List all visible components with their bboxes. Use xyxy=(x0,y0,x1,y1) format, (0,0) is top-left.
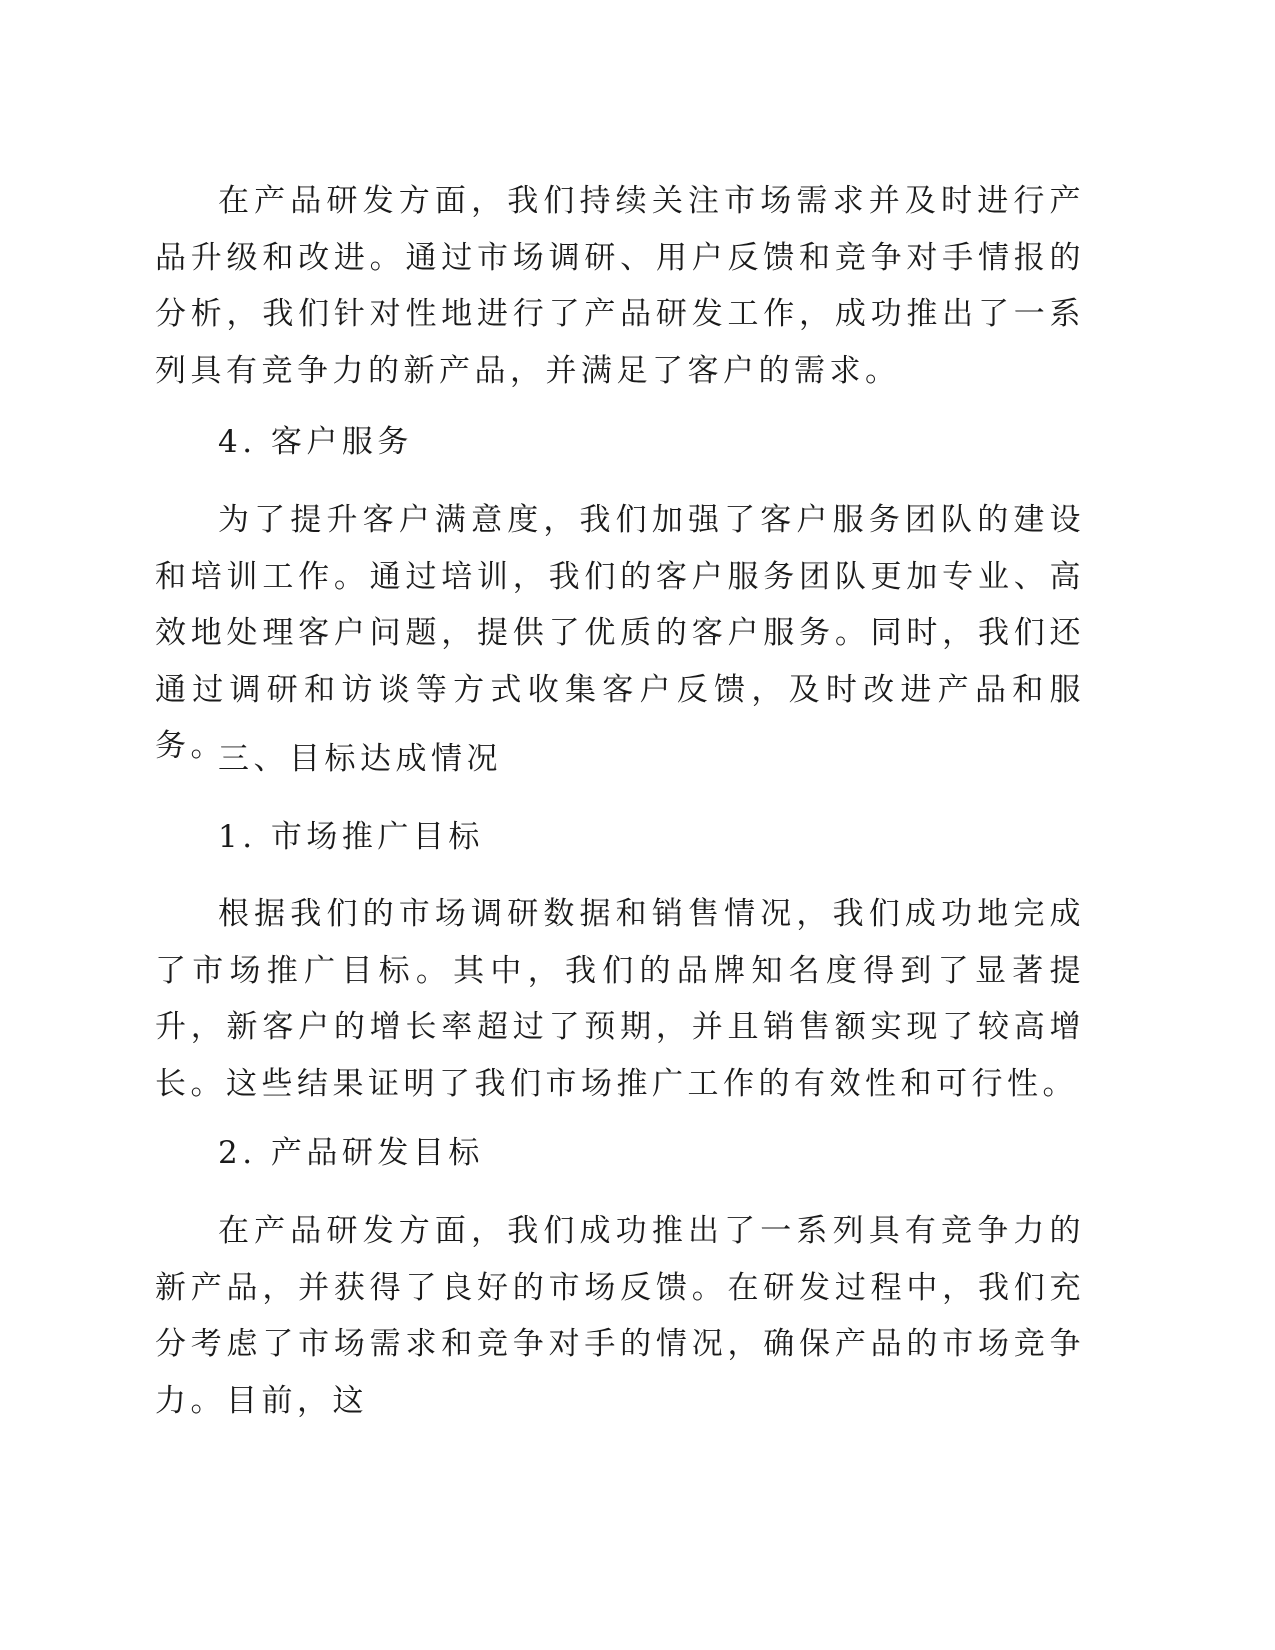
paragraph-product-development: 在产品研发方面，我们持续关注市场需求并及时进行产品升级和改进。通过市场调研、用户反馈和竞争对手情报的分析，我们针对性地进行了产品研发工作，成功推出了一系列具有竞争力的新产品，并满足了客户的需求。 xyxy=(155,183,1085,389)
heading-rd-goal: 2. 产品研发目标 xyxy=(218,1135,484,1171)
paragraph-rd-goal: 在产品研发方面，我们成功推出了一系列具有竞争力的新产品，并获得了良好的市场反馈。在研发过程中，我们充分考虑了市场需求和竞争对手的情况，确保产品的市场竞争力。目前，这 xyxy=(155,1213,1085,1419)
paragraph-marketing-goal: 根据我们的市场调研数据和销售情况，我们成功地完成了市场推广目标。其中，我们的品牌知名度得到了显著提升，新客户的增长率超过了预期，并且销售额实现了较高增长。这些结果证明了我们市场推广工作的有效性和可行性。 xyxy=(155,896,1085,1102)
heading-goal-achievement: 三、目标达成情况 xyxy=(218,741,502,777)
paragraph-customer-service: 为了提升客户满意度，我们加强了客户服务团队的建设和培训工作。通过培训，我们的客户服务团队更加专业、高效地处理客户问题，提供了优质的客户服务。同时，我们还通过调研和访谈等方式收集客户反馈，及时改进产品和服务。 xyxy=(155,502,1085,764)
heading-customer-service: 4. 客户服务 xyxy=(218,424,413,460)
heading-marketing-goal: 1. 市场推广目标 xyxy=(218,819,484,855)
